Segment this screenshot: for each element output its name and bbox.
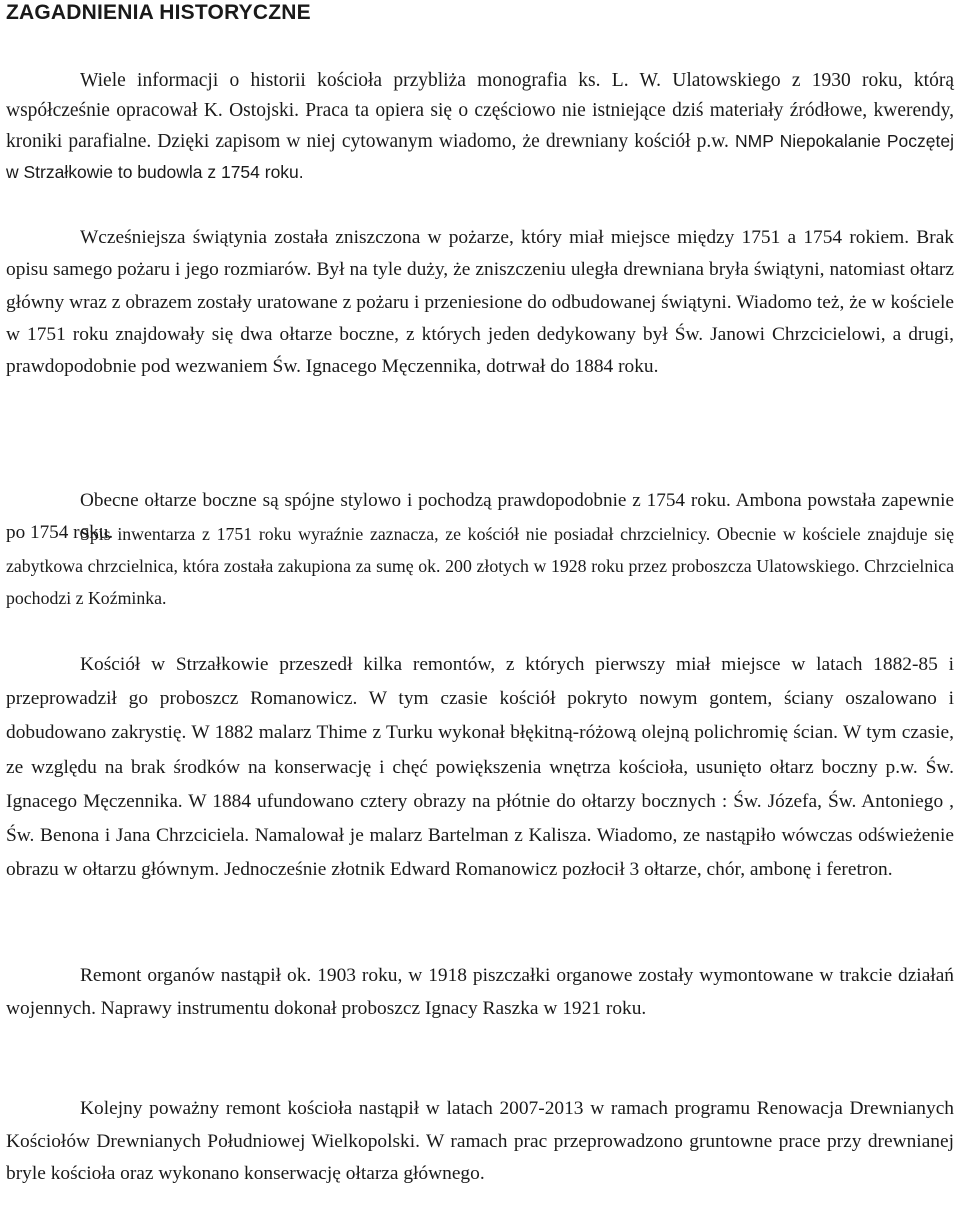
paragraph-monograph: [6, 66, 954, 188]
paragraph-monograph-text: Wiele informacji o historii kościoła przybliża monografia ks. L. W. Ulatowskiego z 1930 roku, którą współcześnie opracował K. Ostojski. Praca ta opiera się o częściowo nie istniejące dziś materiały źródłowe, kwerendy, kroniki parafialne. Dzięki zapisom w niej cytowanym wiadomo, że drewniany kościół p.w.: [6, 70, 954, 152]
paragraph-recent-renovation: Kolejny poważny remont kościoła nastąpił w latach 2007-2013 w ramach programu Renowacja Drewnianych Kościołów Drewnianych Południowej Wielkopolski. W ramach prac przeprowadzono gruntowne prace przy drewnianej bryle kościoła oraz wykonano konserwację ołtarza głównego.: [6, 1098, 954, 1185]
paragraph-fire: Wcześniejsza świątynia została zniszczona w pożarze, który miał miejsce między 1751 a 1754 rokiem. Brak opisu samego pożaru i jego rozmiarów. Był na tyle duży, że zniszczeniu uległa drewniana bryła świątyni, natomiast ołtarz główny wraz z obrazem zostały uratowane z pożaru i przeniesione do odbudowanej świątyni. Wiadomo też, że w kościele w 1751 roku znajdowały się dwa ołtarze boczne, z których jeden dedykowany był Św. Janowi Chrzcicielowi, a drugi, prawdopodobnie pod wezwaniem Św. Ignacego Męczennika, dotrwał do 1884 roku.: [6, 227, 954, 378]
paragraph-baptismal-font: Spis inwentarza z 1751 roku wyraźnie zaznacza, ze kościół nie posiadał chrzcielnicy. Obecnie w kościele znajduje się zabytkowa chrzcielnica, która została zakupiona za sumę ok. 200 złotych w 1928 roku przez proboszcza Ulatowskiego. Chrzcielnica pochodzi z Koźminka.: [6, 524, 954, 608]
paragraph-organ: Remont organów nastąpił ok. 1903 roku, w 1918 piszczałki organowe zostały wymontowane w trakcie działań wojennych. Naprawy instrumentu dokonał proboszcz Ignacy Raszka w 1921 roku.: [6, 965, 954, 1019]
paragraph-monograph-church-name: NMP Niepokalanie Poczętej w Strzałkowie to budowla z 1754 roku.: [6, 131, 954, 182]
paragraph-renovations: Kościół w Strzałkowie przeszedł kilka remontów, z których pierwszy miał miejsce w latach 1882-85 i przeprowadził go proboszcz Romanowicz. W tym czasie kościół pokryto nowym gontem, ściany oszalowano i dobudowano zakrystię. W 1882 malarz Thime z Turku wykonał błękitną-różową olejną polichromię ścian. W tym czasie, ze względu na brak środków na konserwację i chęć powiększenia wnętrza kościoła, usunięto ołtarz boczny p.w. Św. Ignacego Męczennika. W 1884 ufundowano cztery obrazy na płótnie do ołtarzy bocznych : Św. Józefa, Św. Antoniego , Św. Benona i Jana Chrzciciela. Namalował je malarz Bartelman z Kalisza. Wiadomo, ze nastąpiło wówczas odświeżenie obrazu w ołtarzu głównym. Jednocześnie złotnik Edward Romanowicz pozłocił 3 ołtarze, chór, ambonę i feretron.: [6, 654, 954, 881]
page-title: ZAGADNIENIA HISTORYCZNE: [6, 1, 311, 24]
paragraph-side-altars: Obecne ołtarze boczne są spójne stylowo i pochodzą prawdopodobnie z 1754 roku. Ambona powstała zapewnie po 1754 roku.: [6, 490, 954, 543]
